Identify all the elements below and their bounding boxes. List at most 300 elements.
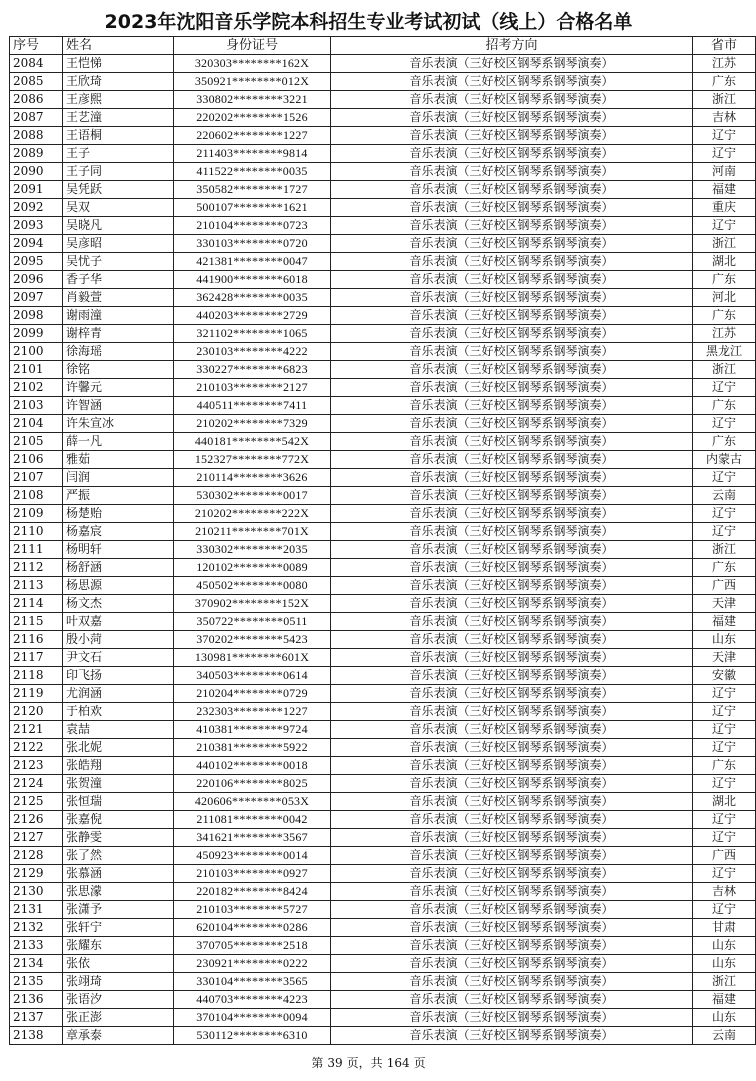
cell-province: 内蒙古 xyxy=(693,451,756,469)
cell-seq: 2091 xyxy=(10,181,63,199)
table-row xyxy=(10,685,756,703)
cell-province: 江苏 xyxy=(693,55,756,73)
cell-province: 福建 xyxy=(693,991,756,1009)
cell-seq: 2085 xyxy=(10,73,63,91)
table-row xyxy=(10,739,756,757)
cell-name: 张思濛 xyxy=(63,883,174,901)
table-body xyxy=(10,55,756,1045)
cell-seq: 2106 xyxy=(10,451,63,469)
cell-name: 尹文石 xyxy=(63,649,174,667)
cell-seq: 2104 xyxy=(10,415,63,433)
cell-name: 张翊琦 xyxy=(63,973,174,991)
cell-seq: 2108 xyxy=(10,487,63,505)
cell-name: 张慕涵 xyxy=(63,865,174,883)
cell-name: 杨明轩 xyxy=(63,541,174,559)
cell-name: 尤润涵 xyxy=(63,685,174,703)
cell-province: 云南 xyxy=(693,1027,756,1045)
table-row xyxy=(10,361,756,379)
cell-id-number: 350582********1727 xyxy=(174,181,331,199)
cell-name: 香子华 xyxy=(63,271,174,289)
cell-name: 王艺潼 xyxy=(63,109,174,127)
cell-direction: 音乐表演（三好校区钢琴系钢琴演奏） xyxy=(331,145,693,163)
cell-province: 辽宁 xyxy=(693,739,756,757)
cell-direction: 音乐表演（三好校区钢琴系钢琴演奏） xyxy=(331,757,693,775)
cell-id-number: 210381********5922 xyxy=(174,739,331,757)
cell-seq: 2113 xyxy=(10,577,63,595)
cell-seq: 2136 xyxy=(10,991,63,1009)
cell-id-number: 370902********152X xyxy=(174,595,331,613)
cell-id-number: 530112********6310 xyxy=(174,1027,331,1045)
cell-name: 王欣琦 xyxy=(63,73,174,91)
table-row xyxy=(10,199,756,217)
cell-id-number: 210104********0723 xyxy=(174,217,331,235)
cell-name: 闫润 xyxy=(63,469,174,487)
cell-province: 福建 xyxy=(693,613,756,631)
cell-name: 王恺悌 xyxy=(63,55,174,73)
table-row xyxy=(10,415,756,433)
cell-id-number: 210114********3626 xyxy=(174,469,331,487)
cell-id-number: 410381********9724 xyxy=(174,721,331,739)
cell-seq: 2123 xyxy=(10,757,63,775)
cell-direction: 音乐表演（三好校区钢琴系钢琴演奏） xyxy=(331,163,693,181)
cell-name: 吴双 xyxy=(63,199,174,217)
cell-province: 天津 xyxy=(693,595,756,613)
cell-province: 辽宁 xyxy=(693,145,756,163)
cell-direction: 音乐表演（三好校区钢琴系钢琴演奏） xyxy=(331,73,693,91)
cell-direction: 音乐表演（三好校区钢琴系钢琴演奏） xyxy=(331,775,693,793)
table-row xyxy=(10,1009,756,1027)
table-row xyxy=(10,937,756,955)
cell-province: 山东 xyxy=(693,1009,756,1027)
cell-seq: 2095 xyxy=(10,253,63,271)
cell-direction: 音乐表演（三好校区钢琴系钢琴演奏） xyxy=(331,433,693,451)
table-row xyxy=(10,595,756,613)
cell-direction: 音乐表演（三好校区钢琴系钢琴演奏） xyxy=(331,991,693,1009)
header-province: 省市 xyxy=(693,37,756,55)
cell-id-number: 210211********701X xyxy=(174,523,331,541)
footer-mid: 页，共 xyxy=(346,1056,383,1070)
cell-name: 杨舒涵 xyxy=(63,559,174,577)
table-row xyxy=(10,73,756,91)
table-row xyxy=(10,721,756,739)
cell-province: 浙江 xyxy=(693,91,756,109)
cell-direction: 音乐表演（三好校区钢琴系钢琴演奏） xyxy=(331,613,693,631)
cell-direction: 音乐表演（三好校区钢琴系钢琴演奏） xyxy=(331,865,693,883)
cell-direction: 音乐表演（三好校区钢琴系钢琴演奏） xyxy=(331,325,693,343)
cell-name: 谢梓青 xyxy=(63,325,174,343)
cell-name: 许智涵 xyxy=(63,397,174,415)
cell-province: 广西 xyxy=(693,847,756,865)
table-row xyxy=(10,451,756,469)
cell-name: 张语汐 xyxy=(63,991,174,1009)
cell-province: 辽宁 xyxy=(693,127,756,145)
cell-seq: 2131 xyxy=(10,901,63,919)
cell-seq: 2124 xyxy=(10,775,63,793)
footer-total-pages: 164 xyxy=(386,1056,410,1070)
cell-direction: 音乐表演（三好校区钢琴系钢琴演奏） xyxy=(331,289,693,307)
table-row xyxy=(10,847,756,865)
cell-name: 徐海瑶 xyxy=(63,343,174,361)
cell-name: 严振 xyxy=(63,487,174,505)
cell-seq: 2101 xyxy=(10,361,63,379)
table-row xyxy=(10,379,756,397)
cell-id-number: 210202********7329 xyxy=(174,415,331,433)
cell-direction: 音乐表演（三好校区钢琴系钢琴演奏） xyxy=(331,793,693,811)
cell-id-number: 120102********0089 xyxy=(174,559,331,577)
cell-direction: 音乐表演（三好校区钢琴系钢琴演奏） xyxy=(331,523,693,541)
cell-province: 山东 xyxy=(693,937,756,955)
table-row xyxy=(10,919,756,937)
cell-id-number: 330227********6823 xyxy=(174,361,331,379)
cell-province: 山东 xyxy=(693,955,756,973)
table-row xyxy=(10,145,756,163)
cell-direction: 音乐表演（三好校区钢琴系钢琴演奏） xyxy=(331,487,693,505)
cell-name: 王子同 xyxy=(63,163,174,181)
cell-province: 河北 xyxy=(693,289,756,307)
cell-seq: 2126 xyxy=(10,811,63,829)
admission-roster-table xyxy=(9,36,756,1045)
cell-name: 杨楚贻 xyxy=(63,505,174,523)
cell-province: 浙江 xyxy=(693,361,756,379)
cell-province: 辽宁 xyxy=(693,469,756,487)
cell-id-number: 620104********0286 xyxy=(174,919,331,937)
table-row xyxy=(10,181,756,199)
cell-id-number: 440703********4223 xyxy=(174,991,331,1009)
cell-seq: 2121 xyxy=(10,721,63,739)
cell-direction: 音乐表演（三好校区钢琴系钢琴演奏） xyxy=(331,685,693,703)
cell-id-number: 440511********7411 xyxy=(174,397,331,415)
cell-direction: 音乐表演（三好校区钢琴系钢琴演奏） xyxy=(331,811,693,829)
cell-name: 张恒瑞 xyxy=(63,793,174,811)
cell-name: 王彦熙 xyxy=(63,91,174,109)
cell-province: 浙江 xyxy=(693,973,756,991)
cell-direction: 音乐表演（三好校区钢琴系钢琴演奏） xyxy=(331,361,693,379)
cell-name: 杨思源 xyxy=(63,577,174,595)
cell-id-number: 220182********8424 xyxy=(174,883,331,901)
table-row xyxy=(10,325,756,343)
cell-direction: 音乐表演（三好校区钢琴系钢琴演奏） xyxy=(331,901,693,919)
cell-seq: 2103 xyxy=(10,397,63,415)
table-row xyxy=(10,289,756,307)
cell-seq: 2133 xyxy=(10,937,63,955)
table-row xyxy=(10,973,756,991)
table-row xyxy=(10,793,756,811)
cell-seq: 2092 xyxy=(10,199,63,217)
cell-name: 许馨元 xyxy=(63,379,174,397)
cell-direction: 音乐表演（三好校区钢琴系钢琴演奏） xyxy=(331,973,693,991)
cell-seq: 2111 xyxy=(10,541,63,559)
table-row xyxy=(10,307,756,325)
cell-name: 印飞扬 xyxy=(63,667,174,685)
cell-seq: 2097 xyxy=(10,289,63,307)
cell-direction: 音乐表演（三好校区钢琴系钢琴演奏） xyxy=(331,379,693,397)
cell-direction: 音乐表演（三好校区钢琴系钢琴演奏） xyxy=(331,397,693,415)
cell-seq: 2090 xyxy=(10,163,63,181)
cell-province: 云南 xyxy=(693,487,756,505)
cell-province: 辽宁 xyxy=(693,775,756,793)
header-id-number: 身份证号 xyxy=(174,37,331,55)
cell-name: 殷小菏 xyxy=(63,631,174,649)
cell-seq: 2119 xyxy=(10,685,63,703)
cell-name: 薛一凡 xyxy=(63,433,174,451)
cell-province: 辽宁 xyxy=(693,811,756,829)
cell-name: 张北妮 xyxy=(63,739,174,757)
table-row xyxy=(10,91,756,109)
cell-seq: 2134 xyxy=(10,955,63,973)
table-row xyxy=(10,577,756,595)
cell-province: 辽宁 xyxy=(693,703,756,721)
cell-name: 杨文杰 xyxy=(63,595,174,613)
table-row xyxy=(10,775,756,793)
table-row xyxy=(10,235,756,253)
cell-direction: 音乐表演（三好校区钢琴系钢琴演奏） xyxy=(331,559,693,577)
cell-id-number: 220106********8025 xyxy=(174,775,331,793)
cell-province: 辽宁 xyxy=(693,505,756,523)
cell-id-number: 340503********0614 xyxy=(174,667,331,685)
cell-seq: 2138 xyxy=(10,1027,63,1045)
cell-id-number: 440203********2729 xyxy=(174,307,331,325)
cell-name: 张皓翔 xyxy=(63,757,174,775)
cell-province: 天津 xyxy=(693,649,756,667)
cell-direction: 音乐表演（三好校区钢琴系钢琴演奏） xyxy=(331,649,693,667)
cell-direction: 音乐表演（三好校区钢琴系钢琴演奏） xyxy=(331,541,693,559)
cell-direction: 音乐表演（三好校区钢琴系钢琴演奏） xyxy=(331,469,693,487)
cell-direction: 音乐表演（三好校区钢琴系钢琴演奏） xyxy=(331,1027,693,1045)
cell-id-number: 152327********772X xyxy=(174,451,331,469)
cell-seq: 2127 xyxy=(10,829,63,847)
cell-province: 甘肃 xyxy=(693,919,756,937)
cell-province: 辽宁 xyxy=(693,865,756,883)
cell-id-number: 330802********3221 xyxy=(174,91,331,109)
cell-province: 广东 xyxy=(693,433,756,451)
cell-id-number: 220602********1227 xyxy=(174,127,331,145)
table-row xyxy=(10,343,756,361)
table-row xyxy=(10,865,756,883)
table-row xyxy=(10,163,756,181)
cell-direction: 音乐表演（三好校区钢琴系钢琴演奏） xyxy=(331,307,693,325)
header-seq: 序号 xyxy=(10,37,63,55)
cell-seq: 2110 xyxy=(10,523,63,541)
cell-direction: 音乐表演（三好校区钢琴系钢琴演奏） xyxy=(331,235,693,253)
cell-id-number: 440181********542X xyxy=(174,433,331,451)
cell-direction: 音乐表演（三好校区钢琴系钢琴演奏） xyxy=(331,55,693,73)
cell-id-number: 130981********601X xyxy=(174,649,331,667)
cell-id-number: 230103********4222 xyxy=(174,343,331,361)
cell-province: 广东 xyxy=(693,397,756,415)
cell-direction: 音乐表演（三好校区钢琴系钢琴演奏） xyxy=(331,505,693,523)
cell-name: 叶双嘉 xyxy=(63,613,174,631)
cell-province: 广东 xyxy=(693,73,756,91)
cell-seq: 2137 xyxy=(10,1009,63,1027)
table-row xyxy=(10,811,756,829)
cell-id-number: 321102********1065 xyxy=(174,325,331,343)
cell-id-number: 500107********1621 xyxy=(174,199,331,217)
table-row xyxy=(10,217,756,235)
cell-direction: 音乐表演（三好校区钢琴系钢琴演奏） xyxy=(331,883,693,901)
cell-direction: 音乐表演（三好校区钢琴系钢琴演奏） xyxy=(331,199,693,217)
cell-province: 辽宁 xyxy=(693,217,756,235)
header-name: 姓名 xyxy=(63,37,174,55)
cell-province: 吉林 xyxy=(693,883,756,901)
cell-province: 湖北 xyxy=(693,253,756,271)
cell-name: 吴晓凡 xyxy=(63,217,174,235)
cell-id-number: 530302********0017 xyxy=(174,487,331,505)
cell-id-number: 210103********2127 xyxy=(174,379,331,397)
cell-province: 辽宁 xyxy=(693,901,756,919)
cell-seq: 2093 xyxy=(10,217,63,235)
page-footer xyxy=(0,1055,737,1071)
cell-seq: 2128 xyxy=(10,847,63,865)
cell-direction: 音乐表演（三好校区钢琴系钢琴演奏） xyxy=(331,595,693,613)
cell-name: 王语桐 xyxy=(63,127,174,145)
footer-prefix: 第 xyxy=(311,1056,324,1070)
cell-name: 张贺潼 xyxy=(63,775,174,793)
cell-seq: 2109 xyxy=(10,505,63,523)
cell-seq: 2094 xyxy=(10,235,63,253)
cell-province: 江苏 xyxy=(693,325,756,343)
cell-province: 广东 xyxy=(693,307,756,325)
cell-seq: 2125 xyxy=(10,793,63,811)
cell-seq: 2130 xyxy=(10,883,63,901)
cell-seq: 2096 xyxy=(10,271,63,289)
table-row xyxy=(10,127,756,145)
cell-seq: 2100 xyxy=(10,343,63,361)
table-row xyxy=(10,955,756,973)
cell-seq: 2107 xyxy=(10,469,63,487)
cell-id-number: 420606********053X xyxy=(174,793,331,811)
cell-id-number: 320303********162X xyxy=(174,55,331,73)
cell-id-number: 232303********1227 xyxy=(174,703,331,721)
cell-direction: 音乐表演（三好校区钢琴系钢琴演奏） xyxy=(331,829,693,847)
cell-id-number: 370104********0094 xyxy=(174,1009,331,1027)
table-row xyxy=(10,505,756,523)
cell-direction: 音乐表演（三好校区钢琴系钢琴演奏） xyxy=(331,181,693,199)
cell-direction: 音乐表演（三好校区钢琴系钢琴演奏） xyxy=(331,1009,693,1027)
cell-seq: 2105 xyxy=(10,433,63,451)
cell-seq: 2086 xyxy=(10,91,63,109)
table-row xyxy=(10,397,756,415)
table-row xyxy=(10,667,756,685)
cell-province: 辽宁 xyxy=(693,829,756,847)
cell-name: 章承泰 xyxy=(63,1027,174,1045)
cell-direction: 音乐表演（三好校区钢琴系钢琴演奏） xyxy=(331,577,693,595)
cell-direction: 音乐表演（三好校区钢琴系钢琴演奏） xyxy=(331,721,693,739)
table-row xyxy=(10,109,756,127)
cell-direction: 音乐表演（三好校区钢琴系钢琴演奏） xyxy=(331,343,693,361)
cell-id-number: 421381********0047 xyxy=(174,253,331,271)
cell-province: 广东 xyxy=(693,559,756,577)
cell-seq: 2099 xyxy=(10,325,63,343)
cell-province: 吉林 xyxy=(693,109,756,127)
cell-seq: 2132 xyxy=(10,919,63,937)
cell-name: 张潇予 xyxy=(63,901,174,919)
cell-direction: 音乐表演（三好校区钢琴系钢琴演奏） xyxy=(331,91,693,109)
cell-direction: 音乐表演（三好校区钢琴系钢琴演奏） xyxy=(331,955,693,973)
cell-direction: 音乐表演（三好校区钢琴系钢琴演奏） xyxy=(331,271,693,289)
cell-id-number: 210103********5727 xyxy=(174,901,331,919)
cell-province: 广东 xyxy=(693,757,756,775)
table-row xyxy=(10,883,756,901)
cell-province: 黑龙江 xyxy=(693,343,756,361)
cell-id-number: 330104********3565 xyxy=(174,973,331,991)
cell-province: 山东 xyxy=(693,631,756,649)
cell-seq: 2102 xyxy=(10,379,63,397)
table-row xyxy=(10,523,756,541)
cell-province: 辽宁 xyxy=(693,415,756,433)
table-row xyxy=(10,829,756,847)
header-direction: 招考方向 xyxy=(331,37,693,55)
cell-direction: 音乐表演（三好校区钢琴系钢琴演奏） xyxy=(331,109,693,127)
cell-id-number: 330302********2035 xyxy=(174,541,331,559)
cell-id-number: 220202********1526 xyxy=(174,109,331,127)
cell-direction: 音乐表演（三好校区钢琴系钢琴演奏） xyxy=(331,451,693,469)
cell-seq: 2135 xyxy=(10,973,63,991)
cell-seq: 2118 xyxy=(10,667,63,685)
cell-id-number: 370202********5423 xyxy=(174,631,331,649)
cell-seq: 2122 xyxy=(10,739,63,757)
cell-direction: 音乐表演（三好校区钢琴系钢琴演奏） xyxy=(331,703,693,721)
table-row xyxy=(10,631,756,649)
cell-name: 王子 xyxy=(63,145,174,163)
cell-direction: 音乐表演（三好校区钢琴系钢琴演奏） xyxy=(331,919,693,937)
cell-seq: 2098 xyxy=(10,307,63,325)
table-row xyxy=(10,703,756,721)
table-row xyxy=(10,271,756,289)
cell-direction: 音乐表演（三好校区钢琴系钢琴演奏） xyxy=(331,847,693,865)
table-row xyxy=(10,991,756,1009)
cell-direction: 音乐表演（三好校区钢琴系钢琴演奏） xyxy=(331,415,693,433)
table-row xyxy=(10,55,756,73)
cell-seq: 2084 xyxy=(10,55,63,73)
cell-province: 广东 xyxy=(693,271,756,289)
table-header-row xyxy=(10,37,756,55)
table-row xyxy=(10,613,756,631)
cell-direction: 音乐表演（三好校区钢琴系钢琴演奏） xyxy=(331,253,693,271)
cell-id-number: 450502********0080 xyxy=(174,577,331,595)
cell-name: 杨嘉宸 xyxy=(63,523,174,541)
table-row xyxy=(10,487,756,505)
table-row xyxy=(10,253,756,271)
cell-name: 于柏欢 xyxy=(63,703,174,721)
cell-id-number: 210202********222X xyxy=(174,505,331,523)
cell-name: 袁喆 xyxy=(63,721,174,739)
cell-id-number: 441900********6018 xyxy=(174,271,331,289)
cell-province: 辽宁 xyxy=(693,721,756,739)
cell-id-number: 450923********0014 xyxy=(174,847,331,865)
cell-direction: 音乐表演（三好校区钢琴系钢琴演奏） xyxy=(331,937,693,955)
cell-name: 张依 xyxy=(63,955,174,973)
cell-direction: 音乐表演（三好校区钢琴系钢琴演奏） xyxy=(331,739,693,757)
cell-id-number: 210204********0729 xyxy=(174,685,331,703)
cell-seq: 2087 xyxy=(10,109,63,127)
table-row xyxy=(10,559,756,577)
cell-id-number: 411522********0035 xyxy=(174,163,331,181)
cell-name: 吴忧子 xyxy=(63,253,174,271)
page-title: 2023年沈阳音乐学院本科招生专业考试初试（线上）合格名单 xyxy=(104,11,633,33)
cell-name: 雅茹 xyxy=(63,451,174,469)
cell-seq: 2088 xyxy=(10,127,63,145)
cell-name: 吴彦昭 xyxy=(63,235,174,253)
cell-name: 张静雯 xyxy=(63,829,174,847)
cell-name: 张轩宁 xyxy=(63,919,174,937)
cell-seq: 2129 xyxy=(10,865,63,883)
cell-direction: 音乐表演（三好校区钢琴系钢琴演奏） xyxy=(331,217,693,235)
cell-name: 谢雨潼 xyxy=(63,307,174,325)
cell-name: 吴凭跃 xyxy=(63,181,174,199)
footer-page-number: 39 xyxy=(327,1056,343,1070)
cell-province: 浙江 xyxy=(693,235,756,253)
table-row xyxy=(10,649,756,667)
